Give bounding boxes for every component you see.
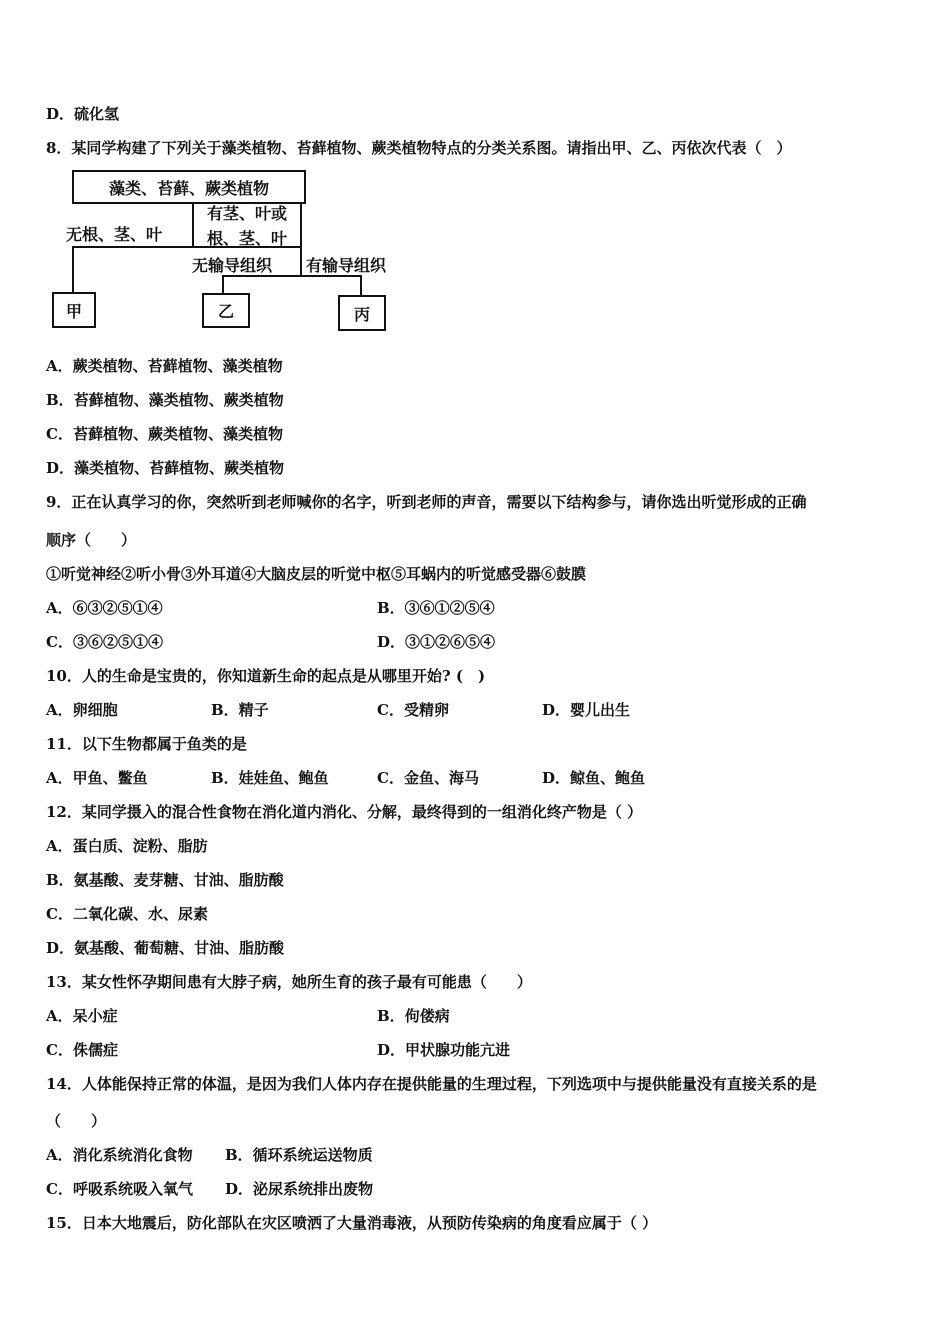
q9-option-a: A．⑥③②⑤①④ bbox=[46, 599, 163, 617]
q14-option-a: A．消化系统消化食物 bbox=[46, 1146, 193, 1164]
q7-option-d: D．硫化氢 bbox=[46, 105, 120, 123]
q8-option-b: B．苔藓植物、藻类植物、蕨类植物 bbox=[46, 391, 284, 409]
diagram-line bbox=[72, 246, 194, 248]
q10-stem: 10．人的生命是宝贵的，你知道新生命的起点是从哪里开始? ( ) bbox=[46, 667, 486, 685]
diagram-line bbox=[300, 202, 302, 277]
q9-stem-2: 顺序（ ） bbox=[46, 531, 137, 549]
diagram-right-label-2: 根、茎、叶 bbox=[207, 229, 288, 248]
q12-option-b: B．氨基酸、麦芽糖、甘油、脂肪酸 bbox=[46, 871, 284, 889]
q14-stem-2: （ ） bbox=[46, 1112, 107, 1130]
q11-option-c: C．金鱼、海马 bbox=[377, 769, 479, 787]
diagram-mid-right: 有输导组织 bbox=[306, 256, 387, 275]
q10-option-c: C．受精卵 bbox=[377, 701, 449, 719]
q12-option-d: D．氨基酸、葡萄糖、甘油、脂肪酸 bbox=[46, 939, 285, 957]
q14-option-b: B．循环系统运送物质 bbox=[225, 1146, 373, 1164]
q14-option-d: D．泌尿系统排出废物 bbox=[225, 1180, 374, 1198]
q14-option-c: C．呼吸系统吸入氧气 bbox=[46, 1180, 193, 1198]
q9-option-d: D．③①②⑥⑤④ bbox=[377, 633, 496, 651]
q12-stem: 12．某同学摄入的混合性食物在消化道内消化、分解，最终得到的一组消化终产物是（ ） bbox=[46, 803, 643, 821]
diagram-box-jia: 甲 bbox=[52, 292, 96, 328]
diagram-mid-left: 无输导组织 bbox=[192, 256, 273, 275]
q9-option-c: C．③⑥②⑤①④ bbox=[46, 633, 163, 651]
diagram-line bbox=[192, 202, 194, 248]
q13-option-c: C．侏儒症 bbox=[46, 1041, 118, 1059]
q9-option-b: B．③⑥①②⑤④ bbox=[377, 599, 495, 617]
diagram-line bbox=[72, 246, 74, 292]
diagram-line bbox=[360, 275, 362, 295]
classification-diagram bbox=[50, 168, 410, 333]
q9-stem-1: 9．正在认真学习的你，突然听到老师喊你的名字，听到老师的声音，需要以下结构参与，请你选出听觉形成的正确 bbox=[46, 493, 807, 511]
q15-stem: 15．日本大地震后，防化部队在灾区喷洒了大量消毒液，从预防传染病的角度看应属于（ ） bbox=[46, 1214, 658, 1232]
q12-option-a: A．蛋白质、淀粉、脂肪 bbox=[46, 837, 208, 855]
q8-option-c: C．苔藓植物、蕨类植物、藻类植物 bbox=[46, 425, 283, 443]
q13-option-b: B．佝偻病 bbox=[377, 1007, 450, 1025]
q10-option-b: B．精子 bbox=[211, 701, 269, 719]
q14-stem-1: 14．人体能保持正常的体温，是因为我们人体内存在提供能量的生理过程，下列选项中与提供能量没有直接关系的是 bbox=[46, 1075, 817, 1093]
q8-stem: 8．某同学构建了下列关于藻类植物、苔藓植物、蕨类植物特点的分类关系图。请指出甲、乙、丙依次代表（ ） bbox=[46, 139, 792, 157]
diagram-top-box: 藻类、苔藓、蕨类植物 bbox=[72, 170, 306, 204]
q13-option-d: D．甲状腺功能亢进 bbox=[377, 1041, 511, 1059]
q9-items: ①听觉神经②听小骨③外耳道④大脑皮层的听觉中枢⑤耳蜗内的听觉感受器⑥鼓膜 bbox=[46, 565, 587, 583]
q11-stem: 11．以下生物都属于鱼类的是 bbox=[46, 735, 247, 753]
q10-option-a: A．卵细胞 bbox=[46, 701, 118, 719]
q11-option-b: B．娃娃鱼、鲍鱼 bbox=[211, 769, 329, 787]
q12-option-c: C．二氧化碳、水、尿素 bbox=[46, 905, 208, 923]
diagram-line bbox=[222, 275, 224, 293]
q13-option-a: A．呆小症 bbox=[46, 1007, 118, 1025]
q11-option-d: D．鲸鱼、鲍鱼 bbox=[542, 769, 646, 787]
q10-option-d: D．婴儿出生 bbox=[542, 701, 631, 719]
q13-stem: 13．某女性怀孕期间患有大脖子病，她所生育的孩子最有可能患（ ） bbox=[46, 973, 532, 991]
diagram-box-yi: 乙 bbox=[202, 293, 250, 328]
q11-option-a: A．甲鱼、鳖鱼 bbox=[46, 769, 148, 787]
diagram-left-label: 无根、茎、叶 bbox=[66, 225, 163, 244]
diagram-right-label-1: 有茎、叶或 bbox=[207, 204, 288, 223]
diagram-box-bing: 丙 bbox=[338, 295, 386, 331]
q8-option-a: A．蕨类植物、苔藓植物、藻类植物 bbox=[46, 357, 283, 375]
q8-option-d: D．藻类植物、苔藓植物、蕨类植物 bbox=[46, 459, 285, 477]
